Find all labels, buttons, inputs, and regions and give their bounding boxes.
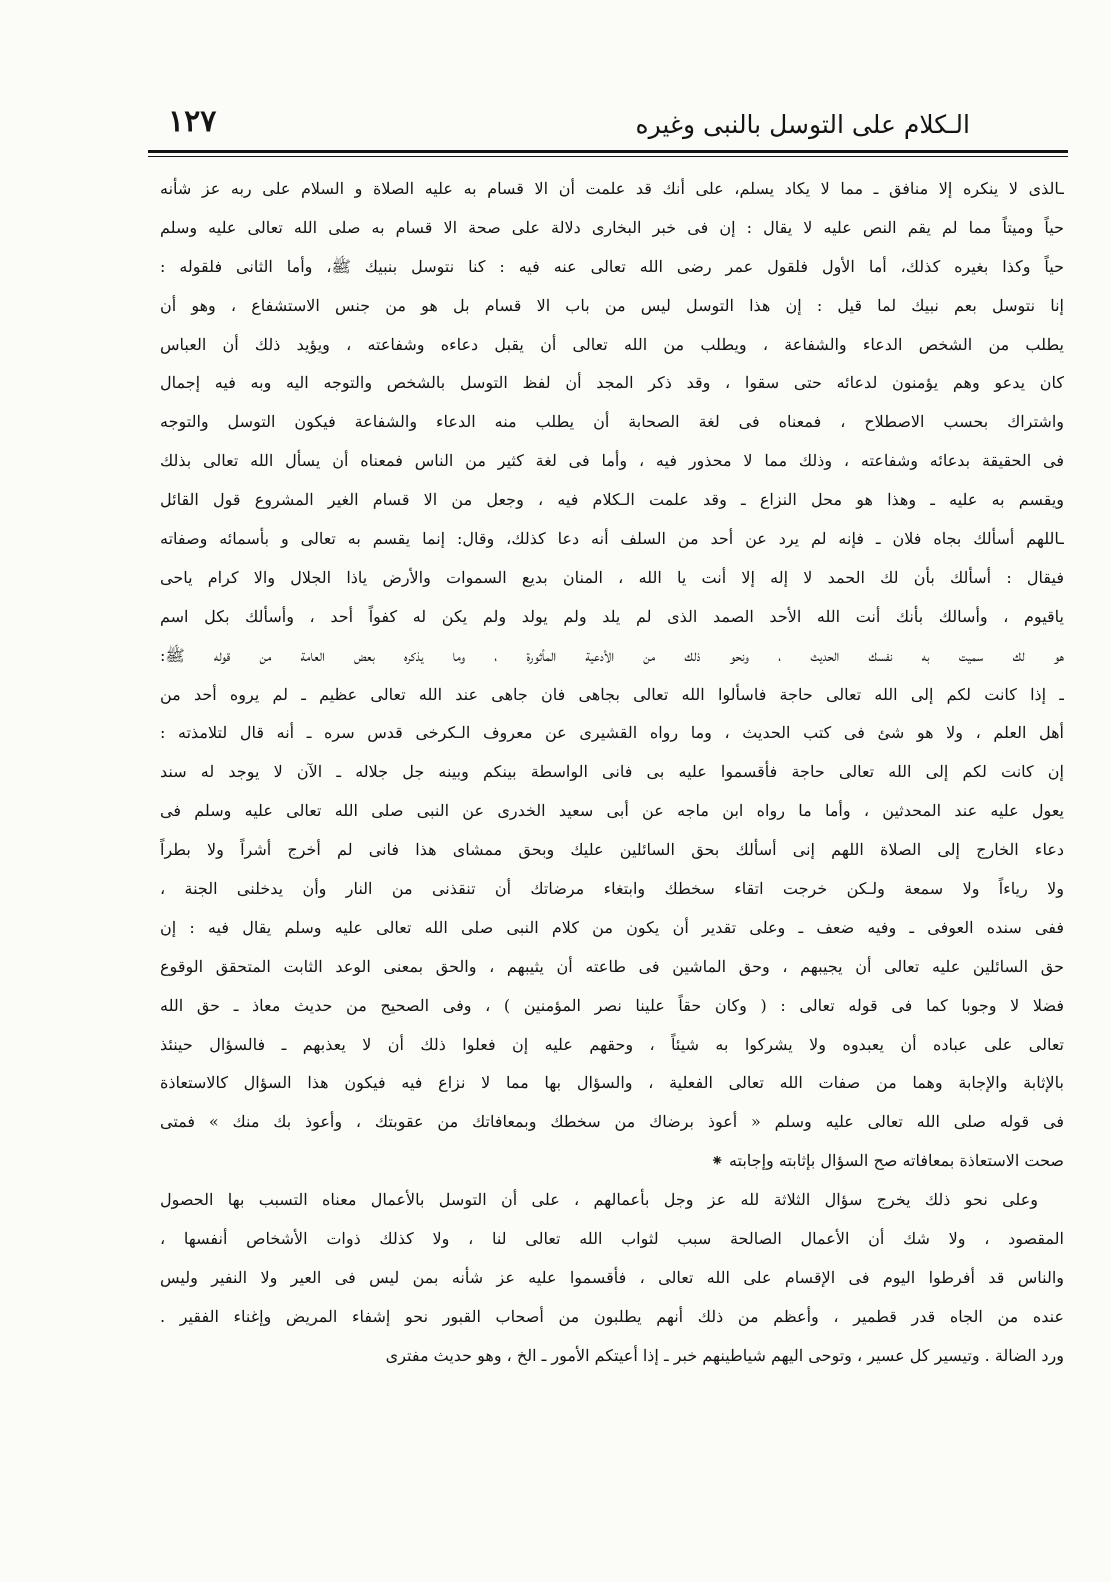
- text-line: ـاللهم أسألك بجاه فلان ـ فإنه لم يرد عن أحد من السلف أنه دعا كذلك، وقال: إنما يقسم به تعالى و بأسمائه وصفاته: [160, 529, 1064, 549]
- text-line: حياً وكذا بغيره كذلك، أما الأول فلقول عمر رضى الله تعالى عنه فيه : كنا نتوسل بنبيك ﷺ، وأما الثانى فلقوله :: [160, 256, 1064, 276]
- text-line: ـ إذا كانت لكم إلى الله تعالى حاجة فاسألوا الله تعالى بجاهى فان جاهى عند الله تعالى عظيم ـ لم يروه أحد من: [160, 684, 1064, 704]
- page-number: ١٢٧: [168, 104, 217, 139]
- text-line: يطلب من الشخص الدعاء والشفاعة ، ويطلب من الله تعالى أن يقبل دعاءه وشفاعته ، ويؤيد ذلك أن العباس: [160, 334, 1064, 354]
- text-line: ويقسم به عليه ـ وهذا هو محل النزاع ـ وقد علمت الـكلام فيه ، وجعل من الا قسام الغير المشروع قول القائل: [160, 490, 1064, 510]
- text-line: عنده من الجاه قدر قطمير ، وأعظم من ذلك أنهم يطلبون من أصحاب القبور نحو إشفاء المريض وإغناء الفقير .: [160, 1306, 1064, 1326]
- text-line: ـالذى لا ينكره إلا منافق ـ مما لا يكاد يسلم، على أنك قد علمت أن الا قسام به عليه الصلاة و السلام على ربه عز شأنه: [160, 179, 1064, 198]
- header-rule: [148, 150, 1068, 153]
- text-line: دعاء الخارج إلى الصلاة اللهم إنى أسألك بحق السائلين عليك وبحق ممشاى هذا فانى لم أخرج أشراً ولا بطراً: [160, 840, 1064, 860]
- text-line: إنا نتوسل بعم نبيك لما قيل : إن هذا التوسل ليس من باب الا قسام بل هو من جنس الاستشفاع ، وهو أن: [160, 295, 1064, 315]
- text-line: فى قوله صلى الله تعالى عليه وسلم « أعوذ برضاك من سخطك وبمعافاتك من عقوبتك ، وأعوذ بك منك » فمتى: [160, 1112, 1064, 1132]
- body-text: [160, 170, 1064, 1376]
- text-line: صحت الاستعاذة بمعافاته صح السؤال بإثابته وإجابته ⁕: [710, 1151, 1064, 1171]
- text-line: كان يدعو وهم يؤمنون لدعائه حتى سقوا ، وقد ذكر المجد أن لفظ التوسل بالشخص والتوجه اليه وبه فيه إجمال: [160, 373, 1064, 393]
- text-line: المقصود ، ولا شك أن الأعمال الصالحة سبب لثواب الله تعالى لنا ، ولا كذلك ذوات الأشخاص أنفسها ،: [160, 1229, 1064, 1249]
- header-rule-thin: [148, 156, 1068, 157]
- text-line: فضلا لا وجوبا كما فى قوله تعالى : ( وكان حقاً علينا نصر المؤمنين ) ، وفى الصحيح من حديث معاذ ـ حق الله: [160, 995, 1064, 1015]
- text-line: تعالى على عباده أن يعبدوه ولا يشركوا به شيئاً ، وحقهم عليه إن فعلوا ذلك أن لا يعذبهم ـ فالسؤال حينئذ: [160, 1034, 1064, 1054]
- text-line: ففى سنده العوفى ـ وفيه ضعف ـ وعلى تقدير أن يكون من كلام النبى صلى الله تعالى عليه وسلم يقال فيه : إن: [160, 917, 1064, 937]
- text-line: إن كانت لكم إلى الله تعالى حاجة فأقسموا عليه بى فانى الواسطة بينكم وبينه جل جلاله ـ الآن لا يوجد له سند: [160, 762, 1064, 782]
- paragraph: [160, 170, 1064, 1181]
- paragraph: [160, 1181, 1064, 1375]
- text-line: ياقيوم ، وأسالك بأنك أنت الله الأحد الصمد الذى لم يلد ولم يولد ولم يكن له كفواً أحد ، وأسألك بكل اسم: [160, 606, 1064, 626]
- text-line: فى الحقيقة بدعائه وشفاعته ، وذلك مما لا محذور فيه ، وأما فى لغة كثير من الناس فمعناه أن يسأل الله تعالى بذلك: [160, 451, 1064, 471]
- text-line: بالإثابة والإجابة وهما من صفات الله تعالى الفعلية ، والسؤال بها مما لا نزاع فيه فيكون هذا السؤال كالاستعاذة: [160, 1073, 1064, 1093]
- running-head: الـكلام على التوسل بالنبى وغيره: [635, 110, 970, 139]
- text-line: حق السائلين عليه تعالى أن يجيبهم ، وحق الماشين فى طاعته أن يثيبهم ، والحق بمعنى الوعد الثابت المتحقق الوقوع: [160, 956, 1064, 976]
- text-line: ورد الضالة . وتيسير كل عسير ، وتوحى اليهم شياطينهم خبر ـ إذا أعيتكم الأمور ـ الخ ، وهو حديث مفترى: [385, 1345, 1064, 1365]
- text-line: أهل العلم ، ولا هو شئ فى كتب الحديث ، وما رواه القشيرى عن معروف الـكرخى قدس سره ـ أنه قال لتلامذته :: [160, 723, 1064, 743]
- page-header: [150, 102, 1070, 156]
- text-line: فيقال : أسألك بأن لك الحمد لا إله إلا أنت يا الله ، المنان بديع السموات والأرض ياذا الجلال والا كرام ياحى: [160, 567, 1064, 587]
- text-line: واشتراك بحسب الاصطلاح ، فمعناه فى لغة الصحابة أن يطلب منه الدعاء والشفاعة فيكون التوسل والتوجه: [160, 412, 1064, 432]
- text-line: ولا رياءاً ولا سمعة ولـكن خرجت اتقاء سخطك وابتغاء مرضاتك أن تنقذنى من النار وأن يدخلنى الجنة ،: [160, 879, 1064, 899]
- text-line: هو لك سميت به نفسك الحديث ، ونحو ذلك من الأدعية المأثورة ، وما يذكره بعض العامة من قوله ﷺ:: [160, 645, 1064, 665]
- text-line: يعول عليه عند المحدثين ، وأما ما رواه ابن ماجه عن أبى سعيد الخدرى عن النبى صلى الله تعالى عليه وسلم فى: [160, 801, 1064, 821]
- text-line: وعلى نحو ذلك يخرج سؤال الثلاثة لله عز وجل بأعمالهم ، على أن التوسل بالأعمال معناه التسبب بها الحصول: [160, 1190, 1038, 1210]
- text-line: حياً وميتاً مما لم يقم النص عليه لا يقال : إن فى خبر البخارى دلالة على صحة الا قسام به صلى الله تعالى عليه وسلم: [160, 217, 1064, 237]
- text-line: والناس قد أفرطوا اليوم فى الإقسام على الله تعالى ، فأقسموا عليه عز شأنه بمن ليس فى العير ولا النفير وليس: [160, 1267, 1064, 1287]
